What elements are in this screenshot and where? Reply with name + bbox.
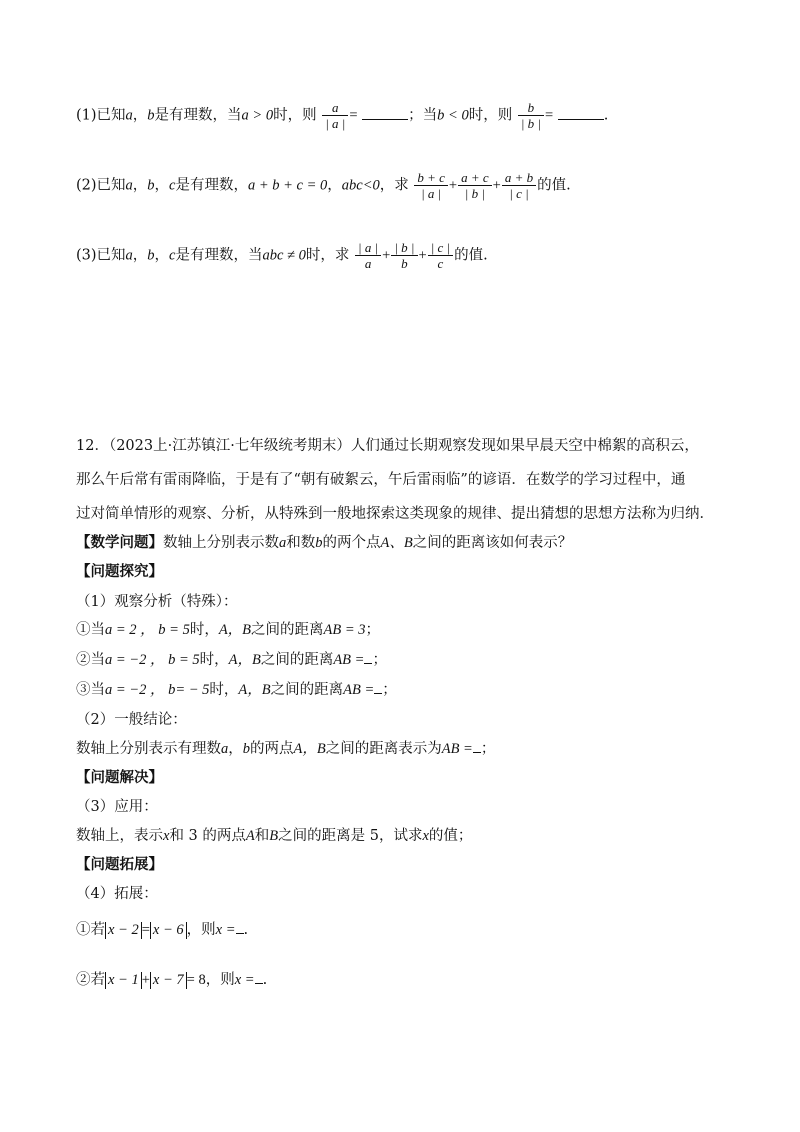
text: 和数 — [286, 535, 316, 551]
q12-intro-line1: 12．（2023上·江苏镇江·七年级统考期末）人们通过长期观察发现如果早晨天空中棉絮的高积云， — [76, 438, 699, 454]
denominator: | b | — [458, 185, 492, 201]
var-c: c — [169, 177, 176, 194]
fraction-2 — [391, 240, 417, 271]
text: 是有理数，当 — [175, 247, 263, 264]
text: 之间的距离 — [251, 622, 324, 638]
abs-expr: x − 7 — [150, 972, 187, 989]
s4-item2 — [76, 968, 267, 989]
plus: + — [492, 177, 501, 194]
condition: a = 2 ， b = 5 — [105, 622, 190, 638]
numerator: | c | — [430, 240, 451, 255]
abs-expr: x − 6 — [150, 922, 187, 939]
var-b: b — [147, 177, 155, 194]
text: 时， — [209, 682, 239, 698]
fraction-3 — [428, 240, 453, 271]
q11-part1 — [76, 100, 608, 131]
var-a: a — [279, 535, 287, 551]
section-label: 【数学问题】 — [76, 534, 163, 551]
fraction-1 — [414, 170, 448, 201]
s1-item1 — [76, 618, 380, 639]
answer: AB = — [441, 741, 473, 757]
text: . — [262, 972, 268, 988]
point-a: A — [245, 828, 255, 844]
answer-blank[interactable] — [255, 983, 263, 984]
points: A，B — [218, 622, 252, 638]
denominator: c — [428, 255, 453, 271]
sep: ， — [228, 741, 243, 757]
plus: + — [418, 247, 427, 264]
text: ②若 — [76, 972, 105, 988]
denominator: | b | — [518, 115, 544, 131]
fraction-b-over-abs-b — [518, 100, 544, 131]
text: 之间的距离 — [260, 652, 334, 668]
sep: ， — [154, 247, 170, 264]
text: 的两点 — [250, 741, 294, 757]
var-a: a — [221, 741, 229, 757]
text: 之间的距离 — [270, 682, 344, 698]
q12-intro-line2: 那么午后常有雷雨降临，于是有了“朝有破絮云，午后雷雨临”的谚语．在数学的学习过程中，通 — [76, 472, 686, 488]
var-a: a — [125, 177, 133, 194]
equation: a + b + c = 0 — [247, 177, 328, 194]
s1-item2 — [76, 648, 387, 669]
text: 是有理数，当 — [154, 107, 242, 124]
numerator: | b | — [394, 240, 415, 255]
q11-part2 — [76, 170, 571, 201]
answer-blank[interactable] — [473, 752, 481, 753]
text: 的值. — [454, 247, 488, 264]
text: ①若 — [76, 922, 105, 938]
s4-item1 — [76, 918, 248, 939]
text: ； — [480, 741, 496, 757]
fraction-3 — [502, 170, 536, 201]
sep: ， — [154, 177, 170, 194]
numerator: a + b — [504, 170, 534, 185]
denominator: b — [391, 255, 417, 271]
answer: AB = 3 — [323, 622, 366, 638]
var-b: b — [147, 247, 155, 264]
points: A，B — [228, 652, 261, 668]
text: ；当 — [408, 107, 438, 124]
points: A，B — [293, 741, 326, 757]
extend-label: 【问题拓展】 — [76, 856, 163, 873]
condition: a = −2 ， b= − 5 — [105, 682, 210, 698]
var-x: x — [163, 828, 170, 844]
text: 时， — [199, 652, 229, 668]
s2-text — [76, 737, 495, 758]
var-b: b — [242, 741, 250, 757]
text: 之间的距离表示为 — [325, 741, 442, 757]
text: 时，则 — [468, 107, 513, 124]
point-b: B — [269, 828, 279, 844]
points: A、B — [380, 535, 413, 551]
abs-expr: x − 1 — [105, 972, 142, 989]
text: ； — [372, 652, 387, 668]
q12-intro-line3: 过对简单情形的观察、分析，从特殊到一般地探索这类现象的规律、提出猜想的思想方法称为归纳． — [76, 506, 714, 522]
condition: a = −2 ， b = 5 — [105, 652, 200, 668]
fraction-1 — [355, 240, 381, 271]
equals: = — [349, 107, 358, 124]
text: ； — [382, 682, 397, 698]
part-label: (1)已知 — [76, 107, 126, 124]
q12-math-problem — [76, 531, 572, 552]
plus: + — [141, 972, 150, 988]
text: 和 3 的两点 — [169, 828, 246, 844]
var-x: x — [422, 828, 429, 844]
s1-item3 — [76, 678, 397, 699]
numerator: b — [527, 100, 535, 115]
part-label: (3)已知 — [76, 247, 126, 264]
sep: ， — [132, 177, 148, 194]
sep: ， — [327, 177, 342, 194]
period: . — [603, 107, 609, 124]
abs-expr: x − 2 — [105, 922, 142, 939]
q11-part3 — [76, 240, 488, 271]
equals: = — [544, 107, 554, 124]
answer-blank[interactable] — [236, 933, 244, 934]
numerator: a + c — [461, 170, 489, 185]
text: 和 — [254, 828, 270, 844]
explore-label: 【问题探究】 — [76, 563, 163, 580]
var-b: b — [147, 107, 155, 124]
text: ①当 — [76, 622, 105, 638]
text: . — [243, 922, 249, 938]
numerator: | a | — [358, 240, 379, 255]
var-c: c — [169, 247, 176, 264]
denominator: | a | — [414, 185, 448, 201]
plus: + — [382, 247, 391, 264]
text: 之间的距离是 5，试求 — [278, 828, 423, 844]
s1-title: （1）观察分析（特殊）： — [76, 594, 238, 610]
s3-title: （3）应用： — [76, 799, 158, 815]
condition: abc ≠ 0 — [262, 247, 306, 264]
s4-title: （4）拓展： — [76, 886, 158, 902]
part-label: (2)已知 — [76, 177, 126, 194]
text: 时， — [189, 622, 219, 638]
fraction-a-over-abs-a — [322, 100, 348, 131]
numerator: a — [332, 100, 339, 115]
s2-title: （2）一般结论： — [76, 712, 187, 728]
text: 时，则 — [273, 107, 317, 124]
condition: b < 0 — [437, 107, 469, 124]
answer: AB = — [333, 652, 365, 668]
text: 之间的距离该如何表示？ — [412, 535, 573, 551]
denominator: | a | — [322, 115, 348, 131]
text: 数轴上分别表示数 — [163, 535, 279, 551]
condition: a > 0 — [241, 107, 274, 124]
var-a: a — [125, 247, 133, 264]
solve-label: 【问题解决】 — [76, 769, 163, 786]
text: 的值. — [537, 177, 571, 194]
answer-blank-1[interactable] — [362, 119, 408, 120]
text: 数轴上，表示 — [76, 828, 163, 844]
fraction-2 — [458, 170, 492, 201]
text: ，则 — [186, 922, 216, 938]
text: 是有理数， — [175, 177, 248, 194]
sep: ， — [132, 107, 148, 124]
var-a: a — [125, 107, 133, 124]
answer: x = — [234, 972, 255, 988]
sep: ， — [132, 247, 148, 264]
numerator: b + c — [417, 170, 445, 185]
s3-text — [76, 824, 472, 845]
equals: = 8 — [186, 972, 206, 988]
text: 数轴上分别表示有理数 — [76, 741, 221, 757]
text: 的两个点 — [322, 535, 381, 551]
text: ③当 — [76, 682, 105, 698]
text: ②当 — [76, 652, 105, 668]
answer: AB = — [343, 682, 375, 698]
points: A，B — [238, 682, 271, 698]
plus: + — [448, 177, 458, 194]
text: 的值； — [428, 828, 473, 844]
answer-blank-2[interactable] — [558, 119, 604, 120]
denominator: a — [355, 255, 381, 271]
answer: x = — [215, 922, 236, 938]
equation: abc<0 — [341, 177, 380, 194]
text: 时，求 — [305, 247, 350, 264]
text: ； — [365, 622, 381, 638]
var-b: b — [315, 535, 323, 551]
text: ，求 — [379, 177, 409, 194]
denominator: | c | — [502, 185, 536, 201]
equals: = — [141, 922, 150, 938]
text: ，则 — [205, 972, 235, 988]
